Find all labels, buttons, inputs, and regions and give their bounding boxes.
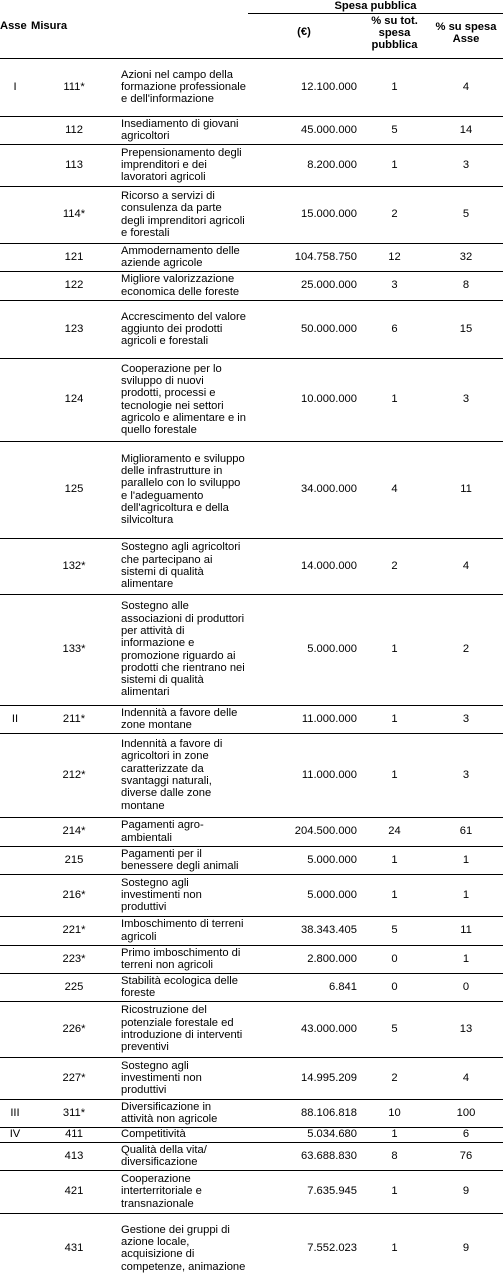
header-spesa-pubblica: Spesa pubblica [248,0,503,13]
row-pct-asse: 15 [429,300,503,358]
row-pct-tot: 1 [360,1127,429,1142]
row-misura-desc: Miglioramento e sviluppo delle infrastrutture in parallelo con lo sviluppo e l'adeguamento dell'agricoltura e della silvicoltura [118,441,248,538]
row-misura-code: 411 [30,1127,118,1142]
row-euro: 88.106.818 [248,1099,360,1127]
row-pct-asse: 11 [429,441,503,538]
row-misura-desc: Cooperazione per lo sviluppo di nuovi prodotti, processi e tecnologie nei settori agricolo e alimentare e in quello forestale [118,358,248,441]
row-asse [0,1170,30,1213]
row-misura-desc: Sostegno agli investimenti non produttivi [118,1057,248,1099]
row-pct-tot: 1 [360,874,429,916]
row-misura-code: 413 [30,1142,118,1170]
row-pct-asse: 4 [429,538,503,594]
header-asse: Asse [0,13,30,58]
table-row [0,1127,503,1142]
row-asse [0,116,30,144]
row-pct-asse: 6 [429,1127,503,1142]
row-misura-code: 214* [30,817,118,846]
header-pct-asse: % su spesa Asse [429,13,503,58]
row-pct-asse: 1 [429,874,503,916]
row-misura-code: 123 [30,300,118,358]
row-pct-asse: 1 [429,945,503,973]
row-euro: 7.552.023 [248,1213,360,1283]
row-asse [0,973,30,1001]
row-pct-asse: 3 [429,144,503,186]
row-asse [0,1001,30,1057]
table-row [0,358,503,441]
row-misura-code: 223* [30,945,118,973]
header-euro: (€) [248,13,360,58]
row-misura-code: 226* [30,1001,118,1057]
row-misura-desc: Imboschimento di terreni agricoli [118,916,248,945]
row-asse: II [0,705,30,733]
row-misura-code: 215 [30,846,118,874]
row-misura-code: 111* [63,80,85,93]
row-pct-tot: 2 [360,186,429,243]
row-misura-code: 225 [30,973,118,1001]
row-euro: 6.841 [248,973,360,1001]
row-misura-code: 212* [30,733,118,817]
row-misura-desc: Competitività [118,1127,248,1142]
table-body [0,58,503,1283]
row-pct-tot: 5 [360,1001,429,1057]
row-euro: 12.100.000 [301,80,357,93]
row-pct-tot: 1 [391,80,398,93]
row-pct-asse: 32 [429,243,503,271]
row-misura-desc: Accrescimento del valore aggiunto dei prodotti agricoli e forestali [118,300,248,358]
table-row [0,945,503,973]
row-misura-desc: Gestione dei gruppi di azione locale, acquisizione di competenze, animazione [118,1213,248,1283]
row-euro: 5.034.680 [248,1127,360,1142]
row-asse [0,945,30,973]
table-row [0,186,503,243]
row-asse [0,1213,30,1283]
table-row [0,271,503,300]
row-misura-code: 133* [30,594,118,705]
row-pct-asse: 9 [429,1170,503,1213]
row-asse [0,817,30,846]
row-misura-code: 431 [30,1213,118,1283]
table-row [0,58,503,116]
row-pct-asse: 11 [429,916,503,945]
row-asse [0,846,30,874]
row-asse [0,916,30,945]
row-pct-tot: 1 [360,594,429,705]
row-pct-tot: 1 [360,733,429,817]
row-euro: 11.000.000 [248,733,360,817]
table-row [0,874,503,916]
table-header [0,0,503,58]
row-misura-code: 124 [30,358,118,441]
row-asse: IV [0,1127,30,1142]
row-misura-desc: Insediamento di giovani agricoltori [118,116,248,144]
row-asse: III [0,1099,30,1127]
row-euro: 10.000.000 [248,358,360,441]
table-row [0,1001,503,1057]
row-misura-desc: Primo imboschimento di terreni non agricoli [118,945,248,973]
row-pct-asse: 4 [462,80,470,93]
table-row [0,441,503,538]
row-misura-desc: Azioni nel campo della formazione professionale e dell'informazione [121,68,246,106]
row-misura-desc: Ammodernamento delle aziende agricole [118,243,248,271]
table-row [0,817,503,846]
row-euro: 5.000.000 [248,594,360,705]
row-pct-tot: 5 [360,116,429,144]
row-asse [0,144,30,186]
row-misura-desc: Ricorso a servizi di consulenza da parte degli imprenditori agricoli e forestali [118,186,248,243]
row-asse: I [13,80,17,93]
row-asse [0,358,30,441]
row-misura-desc: Ricostruzione del potenziale forestale ed introduzione di interventi preventivi [118,1001,248,1057]
row-misura-code: 211* [30,705,118,733]
row-euro: 38.343.405 [248,916,360,945]
row-misura-code: 114* [30,186,118,243]
row-euro: 15.000.000 [248,186,360,243]
row-misura-desc: Pagamenti agro-ambientali [118,817,248,846]
table-row [0,1057,503,1099]
row-euro: 34.000.000 [248,441,360,538]
row-euro: 5.000.000 [248,874,360,916]
row-pct-asse: 8 [429,271,503,300]
row-pct-asse: 4 [429,1057,503,1099]
row-euro: 14.000.000 [248,538,360,594]
table-row [0,973,503,1001]
row-pct-asse: 0 [429,973,503,1001]
table-row [0,1099,503,1127]
row-misura-desc: Sostegno agli agricoltori che partecipano ai sistemi di qualità alimentare [118,538,248,594]
row-euro: 2.800.000 [248,945,360,973]
row-pct-asse: 14 [429,116,503,144]
row-pct-tot: 2 [360,1057,429,1099]
row-pct-asse: 3 [429,358,503,441]
table-row [0,916,503,945]
row-euro: 104.758.750 [248,243,360,271]
header-pct-tot: % su tot. spesa pubblica [360,13,429,58]
table-row [0,705,503,733]
row-pct-asse: 3 [429,705,503,733]
row-misura-code: 421 [30,1170,118,1213]
row-euro: 11.000.000 [248,705,360,733]
row-pct-tot: 1 [360,1213,429,1283]
row-euro: 50.000.000 [248,300,360,358]
row-misura-desc: Cooperazione interterritoriale e transnazionale [118,1170,248,1213]
row-pct-tot: 8 [360,1142,429,1170]
row-misura-code: 121 [30,243,118,271]
row-pct-tot: 10 [360,1099,429,1127]
row-misura-desc: Indennità a favore di agricoltori in zone caratterizzate da svantaggi naturali, diverse dalle zone montane [118,733,248,817]
row-misura-desc: Diversificazione in attività non agricole [118,1099,248,1127]
row-misura-code: 132* [30,538,118,594]
table-row [0,846,503,874]
row-pct-tot: 1 [360,705,429,733]
row-misura-desc: Pagamenti per il benessere degli animali [118,846,248,874]
row-misura-desc: Indennità a favore delle zone montane [118,705,248,733]
row-pct-tot: 24 [360,817,429,846]
row-misura-code: 311* [30,1099,118,1127]
row-pct-tot: 6 [360,300,429,358]
row-misura-code: 113 [30,144,118,186]
table-row [0,594,503,705]
row-misura-code: 112 [30,116,118,144]
row-pct-asse: 100 [429,1099,503,1127]
row-pct-tot: 3 [360,271,429,300]
row-asse [0,733,30,817]
row-pct-tot: 1 [360,1170,429,1213]
row-asse [0,186,30,243]
row-misura-code: 227* [30,1057,118,1099]
table-row [0,116,503,144]
row-misura-desc: Prepensionamento degli imprenditori e dei lavoratori agricoli [118,144,248,186]
row-misura-code: 221* [30,916,118,945]
row-euro: 7.635.945 [248,1170,360,1213]
row-asse [0,271,30,300]
row-misura-code: 125 [30,441,118,538]
table-row [0,243,503,271]
row-misura-desc: Sostegno agli investimenti non produttivi [118,874,248,916]
row-asse [0,594,30,705]
table-row [0,1170,503,1213]
row-pct-tot: 1 [360,846,429,874]
row-pct-tot: 2 [360,538,429,594]
row-pct-tot: 5 [360,916,429,945]
row-euro: 45.000.000 [248,116,360,144]
row-misura-desc: Migliore valorizzazione economica delle foreste [118,271,248,300]
row-misura-code: 122 [30,271,118,300]
row-asse [0,1057,30,1099]
row-asse [0,243,30,271]
row-pct-asse: 13 [429,1001,503,1057]
table-row [0,1213,503,1283]
row-euro: 5.000.000 [248,846,360,874]
row-asse [0,1142,30,1170]
row-asse [0,538,30,594]
row-pct-asse: 2 [429,594,503,705]
table-row [0,144,503,186]
row-pct-tot: 0 [360,973,429,1001]
row-pct-tot: 1 [360,358,429,441]
row-misura-desc: Qualità della vita/ diversificazione [118,1142,248,1170]
row-euro: 8.200.000 [248,144,360,186]
row-pct-tot: 1 [360,144,429,186]
row-asse [0,874,30,916]
row-misura-desc: Sostegno alle associazioni di produttori per attività di informazione e promozione riguardo ai prodotti che rientrano nei sistemi di qualità alimentari [118,594,248,705]
row-euro: 63.688.830 [248,1142,360,1170]
table-row [0,538,503,594]
header-misura: Misura [30,13,248,58]
row-asse [0,441,30,538]
row-asse [0,300,30,358]
row-pct-tot: 4 [360,441,429,538]
table-row [0,1142,503,1170]
table-row [0,733,503,817]
row-pct-tot: 12 [360,243,429,271]
row-pct-asse: 5 [429,186,503,243]
table-row [0,300,503,358]
row-pct-asse: 76 [429,1142,503,1170]
row-misura-desc: Stabilità ecologica delle foreste [118,973,248,1001]
row-euro: 204.500.000 [248,817,360,846]
row-pct-asse: 3 [429,733,503,817]
row-euro: 43.000.000 [248,1001,360,1057]
row-pct-asse: 61 [429,817,503,846]
row-pct-asse: 9 [429,1213,503,1283]
row-euro: 25.000.000 [248,271,360,300]
row-euro: 14.995.209 [248,1057,360,1099]
row-pct-tot: 0 [360,945,429,973]
row-misura-code: 216* [30,874,118,916]
row-pct-asse: 1 [429,846,503,874]
